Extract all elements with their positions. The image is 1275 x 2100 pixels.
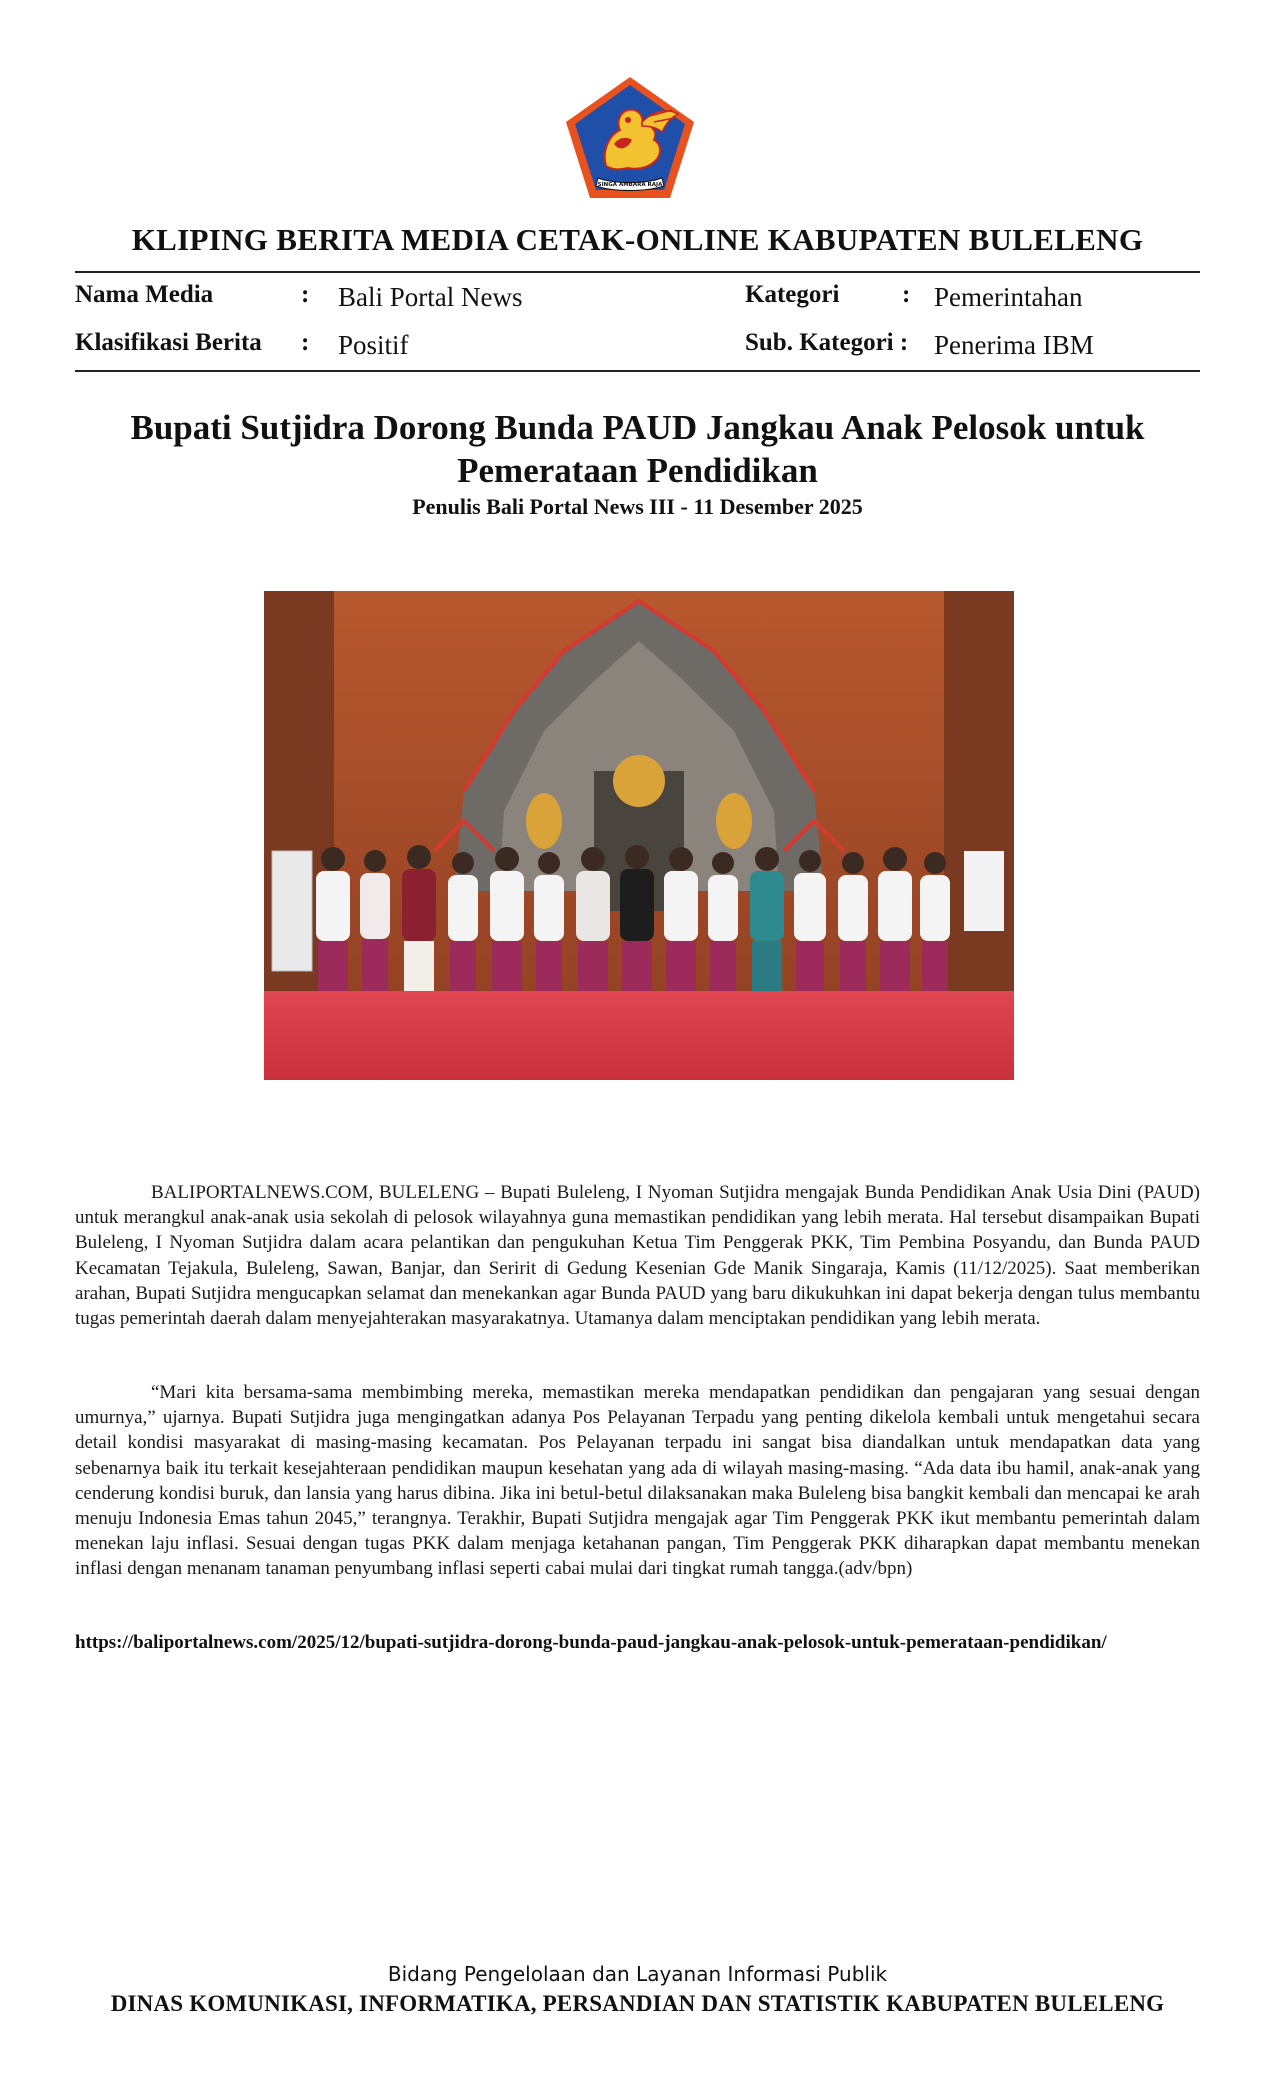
emblem-motto: SINGA AMBARA RAJA (597, 182, 663, 188)
header-divider-top (75, 271, 1200, 273)
header-divider-bottom (75, 370, 1200, 372)
article-paragraph-2 (75, 1380, 1200, 1582)
media-name-label: Nama Media (75, 281, 214, 308)
classification-value: Positif (338, 330, 409, 360)
footer-division: Bidang Pengelolaan dan Layanan Informasi Publik (387, 1962, 888, 1986)
sub-category-value: Penerima IBM (934, 330, 1094, 360)
buleleng-regency-emblem-icon (562, 74, 698, 202)
footer-agency: DINAS KOMUNIKASI, INFORMATIKA, PERSANDIAN DAN STATISTIK KABUPATEN BULELENG (110, 1991, 1165, 2016)
classification-colon: : (301, 329, 310, 356)
clipping-title: KLIPING BERITA MEDIA CETAK-ONLINE KABUPATEN BULELENG (131, 222, 1144, 257)
media-name-colon: : (301, 281, 310, 308)
category-colon: : (902, 281, 911, 308)
article-paragraph-1-text: BALIPORTALNEWS.COM, BULELENG – Bupati Buleleng, I Nyoman Sutjidra mengajak Bunda Pendidikan Anak Usia Dini (PAUD) untuk merangkul anak-anak usia sekolah di pelosok wilayahnya guna memastikan pendidikan yang lebih merata. Hal tersebut disampaikan Bupati Buleleng, I Nyoman Sutjidra dalam acara pelantikan dan pengukuhan Ketua Tim Penggerak PKK, Tim Pembina Posyandu, dan Bunda PAUD Kecamatan Tejakula, Buleleng, Sawan, Banjar, dan Seririt di Gedung Kesenian Gde Manik Singaraja, Kamis (11/12/2025). Saat memberikan arahan, Bupati Sutjidra mengucapkan selamat dan menekankan agar Bunda PAUD yang baru dikukuhkan ini dapat bekerja dengan tulus membantu tugas pemerintah daerah dalam menyejahterakan masyarakatnya. Utamanya dalam menciptakan pendidikan yang lebih merata. (75, 1182, 1200, 1330)
article-byline: Penulis Bali Portal News III - 11 Desember 2025 (412, 494, 863, 519)
category-value: Pemerintahan (934, 282, 1083, 312)
source-url-link[interactable]: https://baliportalnews.com/2025/12/bupati-sutjidra-dorong-bunda-paud-jangkau-anak-pelosok-untuk-pemerataan-pendidikan/ (75, 1632, 1107, 1653)
category-label: Kategori (745, 281, 840, 308)
media-name-value: Bali Portal News (338, 282, 523, 312)
article-paragraph-2-text: “Mari kita bersama-sama membimbing mereka, memastikan mereka mendapatkan pendidikan dan pengajaran yang sesuai dengan umurnya,” ujarnya. Bupati Sutjidra juga mengingatkan adanya Pos Pelayanan Terpadu yang penting dikelola kembali untuk mengetahui secara detail kondisi masyarakat di masing-masing kecamatan. Pos Pelayanan terpadu ini sangat bisa diandalkan untuk mendapatkan data yang sebenarnya baik itu terkait kesejahteraan pendidikan maupun kesehatan yang ada di wilayah masing-masing. “Ada data ibu hamil, anak-anak yang cenderung kondisi buruk, dan lansia yang harus dibina. Jika ini betul-betul dilaksanakan maka Buleleng bisa bangkit kembali dan mencapai ke arah menuju Indonesia Emas tahun 2045,” terangnya. Terakhir, Bupati Sutjidra mengajak agar Tim Penggerak PKK ikut membantu pemerintah dalam menekan laju inflasi. Sesuai dengan tugas PKK dalam menjaga ketahanan pangan, Tim Penggerak PKK diharapkan dapat membantu menekan inflasi dengan menanam tanaman penyumbang inflasi seperti cabai mulai dari tingkat rumah tangga.(adv/bpn) (75, 1382, 1200, 1580)
article-paragraph-1 (75, 1180, 1200, 1331)
sub-category-label: Sub. Kategori : (745, 329, 909, 356)
article-photo (264, 591, 1014, 1080)
classification-label: Klasifikasi Berita (75, 329, 262, 356)
article-headline: Bupati Sutjidra Dorong Bunda PAUD Jangkau Anak Pelosok untuk Pemerataan Pendidikan (130, 408, 1145, 490)
